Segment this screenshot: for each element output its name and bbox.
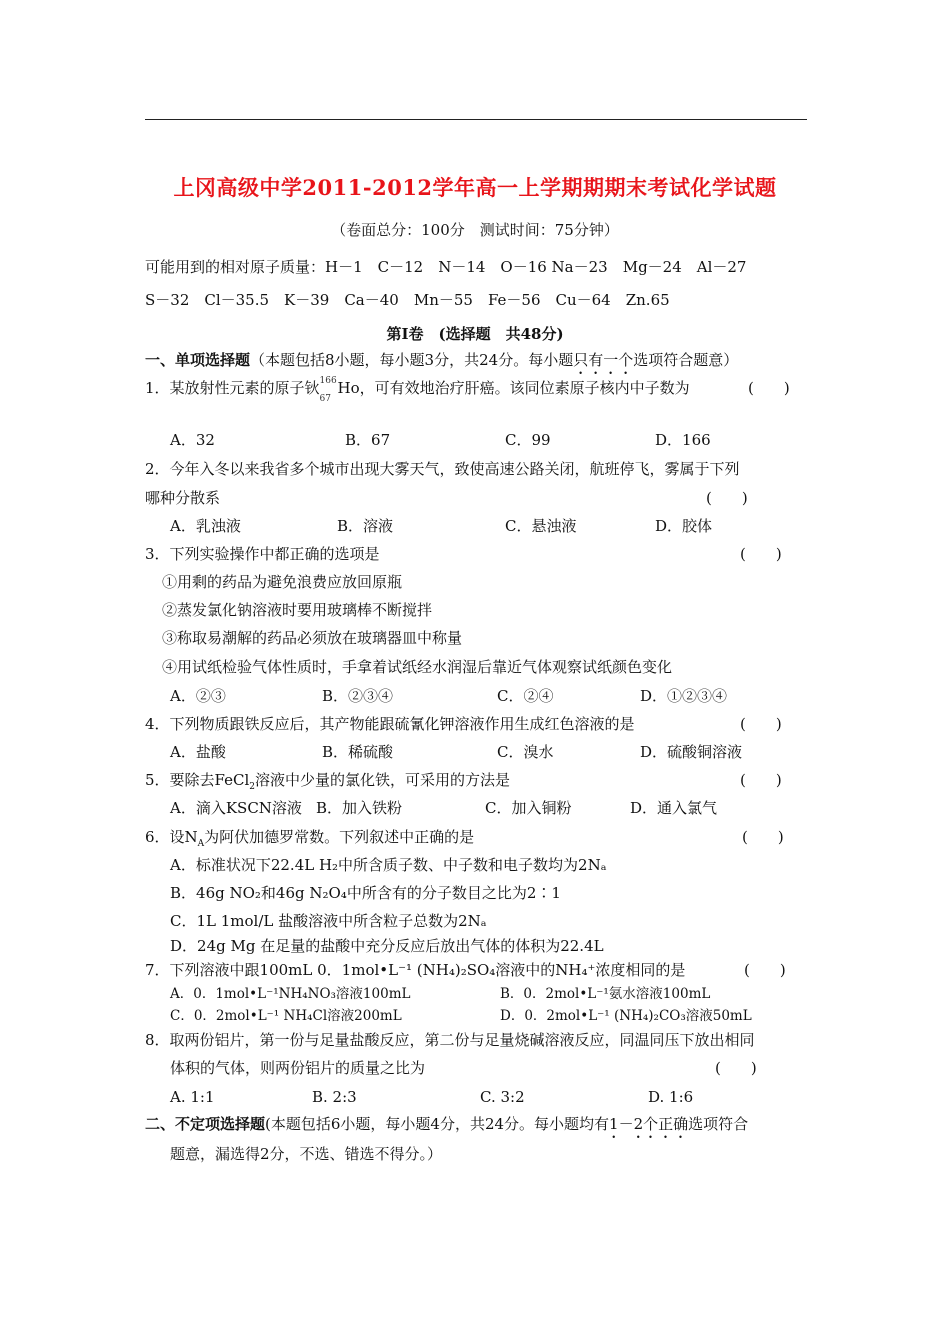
- q8-option-c: C. 3:2: [480, 1088, 525, 1106]
- q6-option-c: C．1L 1mol/L 盐酸溶液中所含粒子总数为2Nₐ: [170, 912, 487, 930]
- q1-option-c: C．99: [505, 431, 551, 449]
- part2-note-c: 选项符合: [688, 1115, 749, 1133]
- q7-option-c: C．0．2mol•L⁻¹ NH₄Cl溶液200mL: [170, 1008, 402, 1024]
- q5-option-d: D．通入氯气: [630, 799, 718, 817]
- q3-option-b: B．②③④: [322, 687, 394, 705]
- q4-stem: 4．下列物质跟铁反应后，其产物能跟硫氰化钾溶液作用生成红色溶液的是: [145, 715, 635, 733]
- q2-option-c: C．悬浊液: [505, 517, 577, 535]
- q6-answer-paren: ( ): [742, 828, 784, 846]
- q5-option-b: B．加入铁粉: [316, 799, 403, 817]
- part1-heading-line: [145, 350, 738, 378]
- q5-answer-paren: ( ): [740, 771, 782, 789]
- q7-stem: 7．下列溶液中跟100mL 0．1mol•L⁻¹ (NH₄)₂SO₄溶液中的NH₄⁺浓度相同的是: [145, 961, 686, 979]
- isotope-atomic-number: 67: [319, 394, 331, 404]
- atomic-mass-line-1: 可能用到的相对原子质量：H－1 C－12 N－14 O－16 Na－23 Mg－24 Al－27: [145, 258, 747, 276]
- q4-option-c: C．溴水: [497, 743, 554, 761]
- q2-option-b: B．溶液: [337, 517, 394, 535]
- q1-stem: [145, 376, 690, 404]
- q3-stem: 3．下列实验操作中都正确的选项是: [145, 545, 380, 563]
- q5-stem-b: 溶液中少量的氯化铁，可采用的方法是: [255, 771, 511, 789]
- part2-note-a: (本题包括6小题，每小题4分，共24分。每小题均有: [265, 1115, 610, 1133]
- isotope-symbol: Ho: [337, 379, 360, 397]
- q8-answer-paren: ( ): [715, 1059, 757, 1077]
- part1-note-c: 选项符合题意）: [633, 351, 739, 369]
- q2-stem-1: 2．今年入冬以来我省多个城市出现大雾天气，致使高速公路关闭，航班停飞，雾属于下列: [145, 460, 740, 478]
- q6-option-b: B．46g NO₂和46g N₂O₄中所含有的分子数目之比为2∶1: [170, 884, 561, 902]
- part1-note-emphasis: 只有一个: [573, 351, 634, 369]
- part1-heading: 一、单项选择题: [145, 351, 251, 369]
- q1-option-a: A．32: [170, 431, 215, 449]
- part2-note-emphasis: 1－2个正确: [609, 1115, 689, 1133]
- part2-heading-line: [145, 1114, 748, 1142]
- top-rule: [145, 119, 807, 120]
- page-title: 上冈高级中学2011-2012学年高一上学期期期末考试化学试题: [173, 175, 777, 200]
- q6-stem-b: 为阿伏加德罗常数。下列叙述中正确的是: [204, 828, 475, 846]
- part2-heading: 二、不定项选择题: [145, 1115, 266, 1133]
- q8-stem-1: 8．取两份铝片，第一份与足量盐酸反应，第二份与足量烧碱溶液反应，同温同压下放出相同: [145, 1031, 755, 1049]
- q4-answer-paren: ( ): [740, 715, 782, 733]
- q5-stem-sub: 2: [249, 782, 256, 792]
- q6-option-a: A．标准状况下22.4L H₂中所含质子数、中子数和电子数均为2Nₐ: [170, 856, 607, 874]
- q6-stem-a: 6．设N: [145, 828, 198, 846]
- q4-option-d: D．硫酸铜溶液: [640, 743, 743, 761]
- q1-stem-a: 1．某放射性元素的原子钬: [145, 379, 320, 397]
- q7-answer-paren: ( ): [744, 961, 786, 979]
- q5-stem: [145, 770, 510, 797]
- q4-option-a: A．盐酸: [170, 743, 226, 761]
- part1-note-a: （本题包括8小题，每小题3分，共24分。每小题: [250, 351, 574, 369]
- q3-option-c: C．②④: [497, 687, 554, 705]
- q2-stem-2: 哪种分散系: [145, 489, 221, 507]
- q1-answer-paren: ( ): [748, 379, 790, 397]
- q2-answer-paren: ( ): [706, 489, 748, 507]
- q6-option-d: D．24g Mg 在足量的盐酸中充分反应后放出气体的体积为22.4L: [170, 937, 604, 955]
- q2-option-d: D．胶体: [655, 517, 713, 535]
- section-title: 第Ⅰ卷 (选择题 共48分): [386, 325, 564, 343]
- q5-stem-a: 5．要除去FeCl: [145, 771, 250, 789]
- isotope-notation: [319, 376, 338, 404]
- q1-stem-b: ，可有效地治疗肝癌。该同位素原子核内中子数为: [359, 379, 690, 397]
- q3-answer-paren: ( ): [740, 545, 782, 563]
- q5-option-c: C．加入铜粉: [485, 799, 572, 817]
- q3-option-a: A．②③: [170, 687, 226, 705]
- exam-info: （卷面总分：100分 测试时间：75分钟）: [331, 221, 619, 239]
- q3-item-2: ②蒸发氯化钠溶液时要用玻璃棒不断搅拌: [162, 601, 433, 619]
- q1-option-d: D．166: [655, 431, 711, 449]
- q2-option-a: A．乳浊液: [170, 517, 241, 535]
- q6-stem: [145, 827, 474, 854]
- q8-option-b: B. 2:3: [312, 1088, 357, 1106]
- q4-option-b: B．稀硫酸: [322, 743, 394, 761]
- q7-option-b: B．0．2mol•L⁻¹氨水溶液100mL: [500, 986, 711, 1002]
- q8-stem-2: 体积的气体，则两份铝片的质量之比为: [170, 1059, 426, 1077]
- isotope-mass-number: 166: [319, 376, 337, 386]
- atomic-mass-line-2: S－32 Cl－35.5 K－39 Ca－40 Mn－55 Fe－56 Cu－64 Zn.65: [145, 291, 670, 309]
- q1-option-b: B．67: [345, 431, 391, 449]
- q5-option-a: A．滴入KSCN溶液: [170, 799, 302, 817]
- q6-stem-sub: A: [197, 839, 205, 849]
- q8-option-d: D. 1:6: [648, 1088, 694, 1106]
- q3-item-4: ④用试纸检验气体性质时，手拿着试纸经水润湿后靠近气体观察试纸颜色变化: [162, 658, 673, 676]
- q3-item-3: ③称取易潮解的药品必须放在玻璃器皿中称量: [162, 629, 463, 647]
- q7-option-a: A．0．1mol•L⁻¹NH₄NO₃溶液100mL: [170, 986, 411, 1002]
- q7-option-d: D．0．2mol•L⁻¹ (NH₄)₂CO₃溶液50mL: [500, 1008, 752, 1024]
- q8-option-a: A. 1:1: [170, 1088, 215, 1106]
- part2-note-line-2: 题意，漏选得2分，不选、错选不得分。）: [170, 1145, 443, 1163]
- q3-item-1: ①用剩的药品为避免浪费应放回原瓶: [162, 573, 403, 591]
- q3-option-d: D．①②③④: [640, 687, 728, 705]
